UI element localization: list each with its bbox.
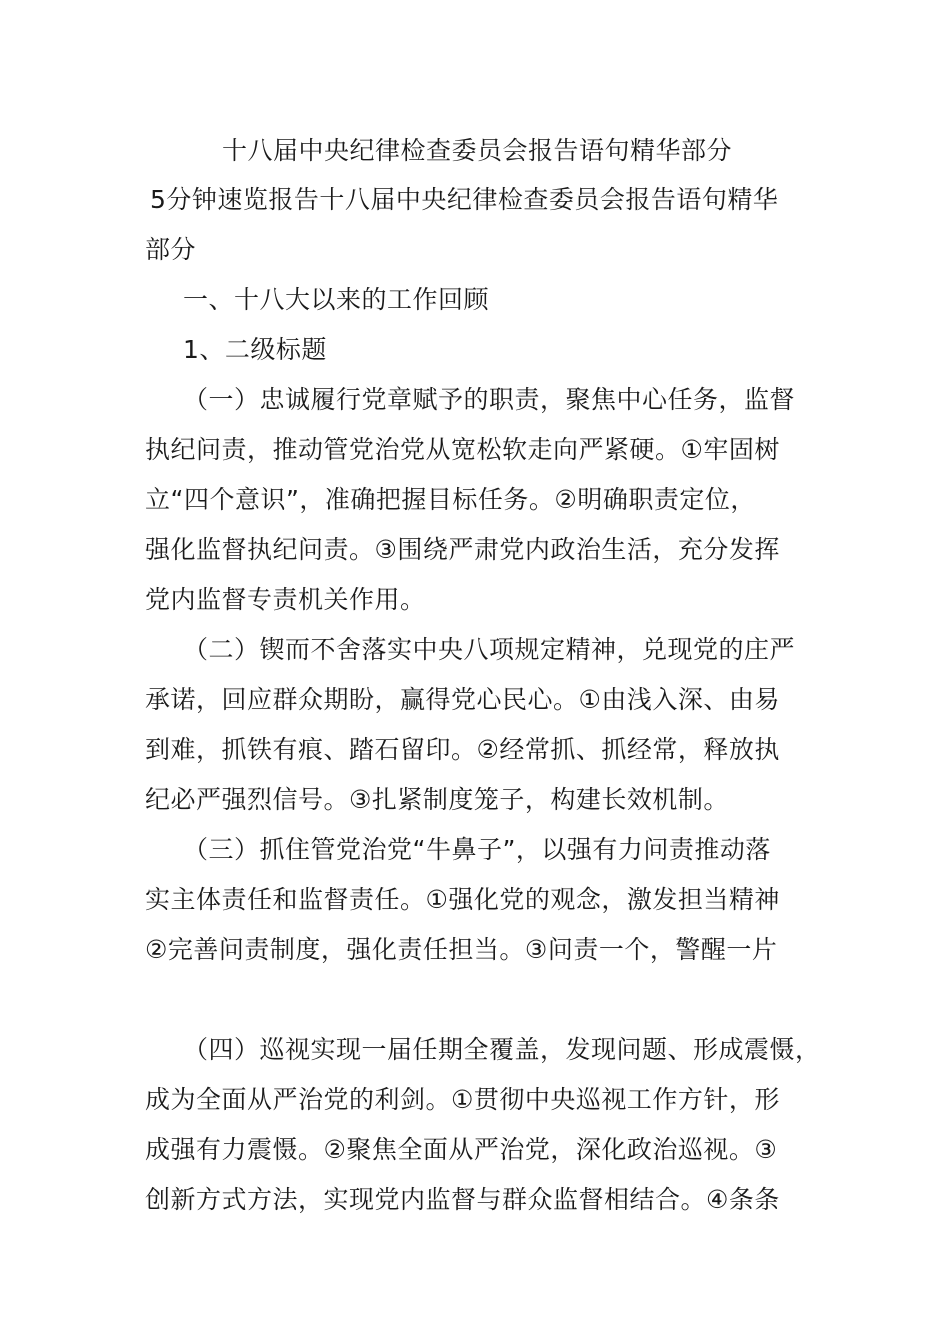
paragraph-line: ②完善问责制度，强化责任担当。③问责一个，警醒一片 bbox=[145, 935, 778, 964]
heading-level-2: 1、二级标题 bbox=[183, 335, 327, 364]
document-title: 十八届中央纪律检查委员会报告语句精华部分 bbox=[222, 136, 733, 165]
paragraph-line: 立“四个意识”，准确把握目标任务。②明确职责定位， bbox=[145, 485, 756, 514]
paragraph-line: （一）忠诚履行党章赋予的职责，聚焦中心任务，监督 bbox=[183, 385, 796, 414]
paragraph-line: 成为全面从严治党的利剑。①贯彻中央巡视工作方针，形 bbox=[145, 1085, 780, 1114]
subtitle-line-2: 部分 bbox=[145, 235, 197, 264]
paragraph-line: 承诺，回应群众期盼，赢得党心民心。①由浅入深、由易 bbox=[145, 685, 780, 714]
paragraph-line: （二）锲而不舍落实中央八项规定精神，兑现党的庄严 bbox=[183, 635, 796, 664]
paragraph-line: （三）抓住管党治党“牛鼻子”，以强有力问责推动落 bbox=[183, 835, 771, 864]
paragraph-line: 创新方式方法，实现党内监督与群众监督相结合。④条条 bbox=[145, 1185, 780, 1214]
paragraph-line: 执纪问责，推动管党治党从宽松软走向严紧硬。①牢固树 bbox=[145, 435, 780, 464]
heading-level-1: 一、十八大以来的工作回顾 bbox=[183, 285, 490, 314]
paragraph-line: （四）巡视实现一届任期全覆盖，发现问题、形成震慑， bbox=[183, 1035, 821, 1064]
paragraph-line: 党内监督专责机关作用。 bbox=[145, 585, 426, 614]
paragraph-line: 强化监督执纪问责。③围绕严肃党内政治生活，充分发挥 bbox=[145, 535, 780, 564]
paragraph-line: 实主体责任和监督责任。①强化党的观念，激发担当精神 bbox=[145, 885, 780, 914]
paragraph-line: 到难，抓铁有痕、踏石留印。②经常抓、抓经常，释放执 bbox=[145, 735, 780, 764]
paragraph-line: 成强有力震慑。②聚焦全面从严治党，深化政治巡视。③ bbox=[145, 1135, 778, 1164]
paragraph-line: 纪必严强烈信号。③扎紧制度笼子，构建长效机制。 bbox=[145, 785, 729, 814]
subtitle-line-1: 5分钟速览报告十八届中央纪律检查委员会报告语句精华 bbox=[150, 185, 779, 214]
